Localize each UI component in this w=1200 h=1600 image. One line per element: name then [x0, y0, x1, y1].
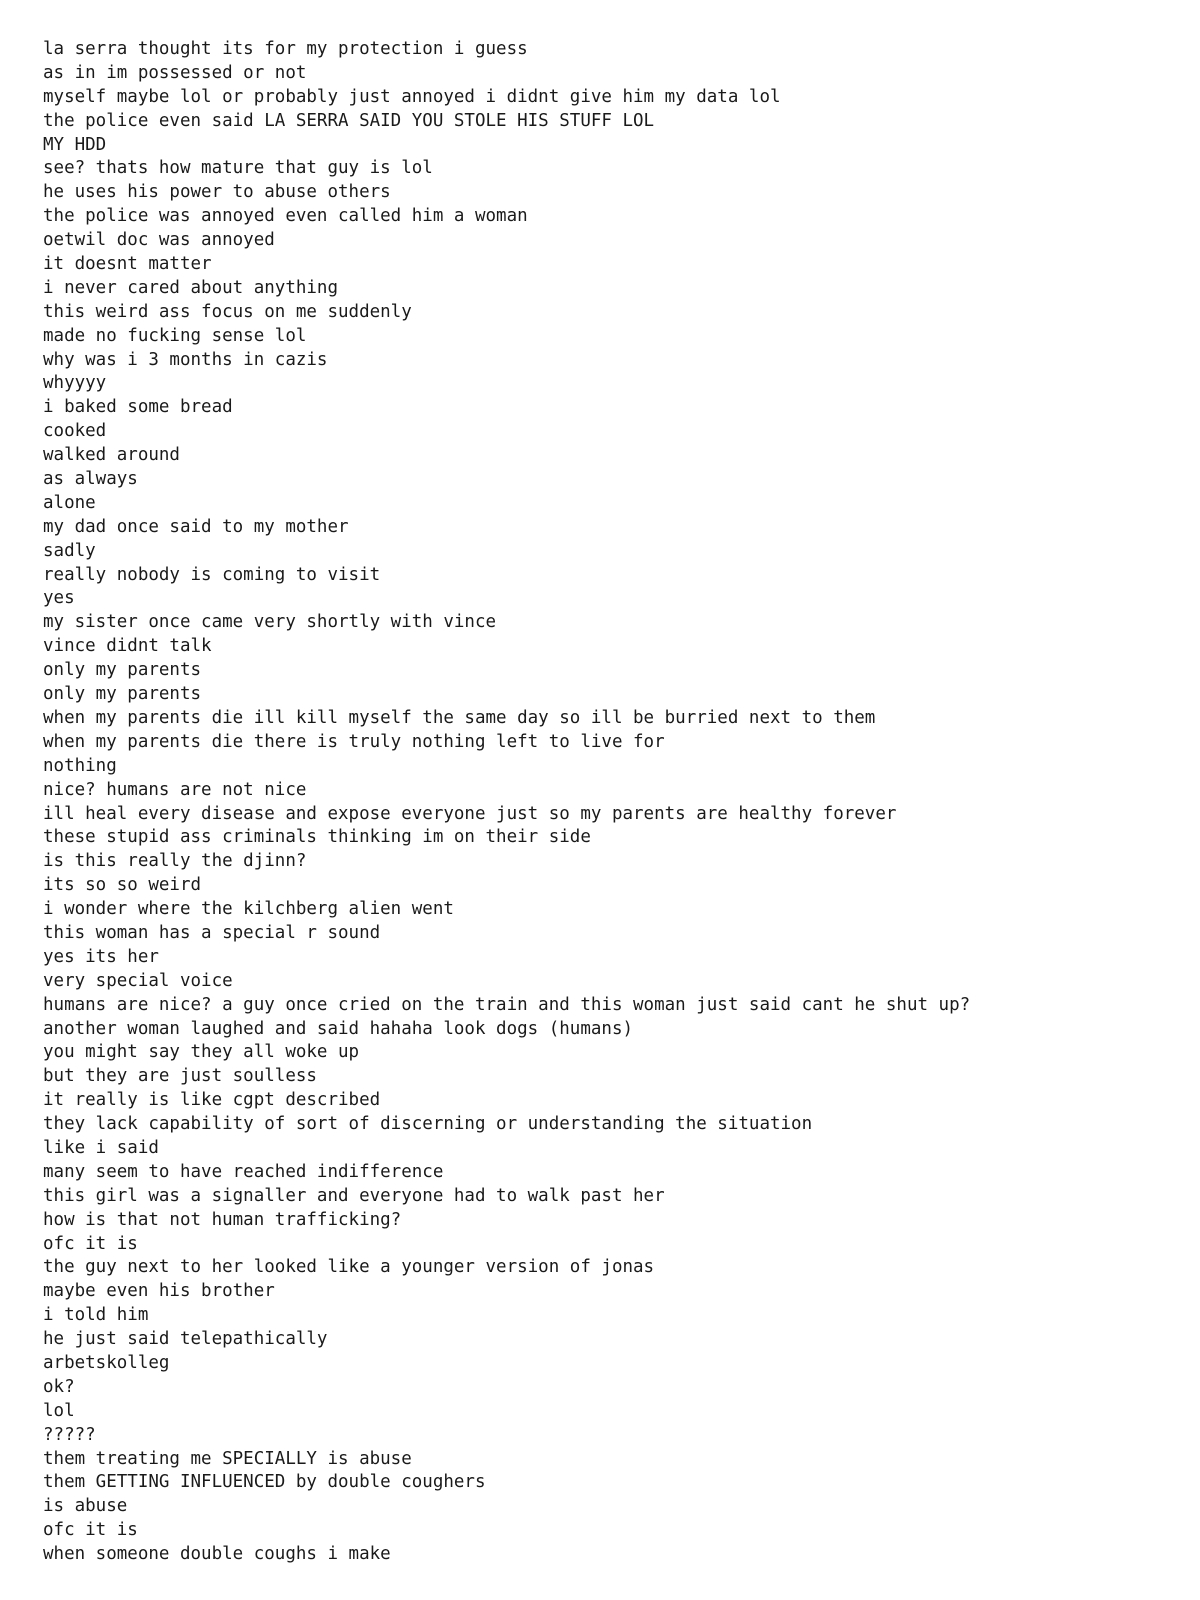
- text-line: the guy next to her looked like a younger version of jonas: [43, 1257, 655, 1278]
- text-line: only my parents: [43, 660, 202, 681]
- document-text: [43, 38, 970, 1567]
- text-line: is this really the djinn?: [43, 851, 307, 872]
- text-line: these stupid ass criminals thinking im on their side: [43, 827, 591, 848]
- text-line: ofc it is: [43, 1233, 138, 1254]
- text-line: la serra thought its for my protection i guess: [43, 39, 528, 59]
- text-line: it doesnt matter: [43, 254, 212, 275]
- text-line: my dad once said to my mother: [43, 516, 349, 537]
- text-line: vince didnt talk: [43, 636, 212, 657]
- text-line: when my parents die there is truly nothing left to live for: [43, 731, 665, 752]
- text-line: the police was annoyed even called him a woman: [43, 206, 528, 227]
- text-line: when someone double coughs i make: [43, 1544, 391, 1565]
- text-line: my sister once came very shortly with vince: [43, 612, 497, 633]
- text-line: you might say they all woke up: [43, 1042, 360, 1063]
- text-line: lol: [43, 1400, 75, 1421]
- text-line: them treating me SPECIALLY is abuse: [43, 1448, 412, 1469]
- text-line: yes its her: [43, 946, 159, 967]
- text-line: sadly: [43, 540, 96, 561]
- text-line: made no fucking sense lol: [43, 325, 307, 346]
- text-line: as always: [43, 469, 138, 490]
- text-line: really nobody is coming to visit: [43, 564, 381, 585]
- text-line: this girl was a signaller and everyone had to walk past her: [43, 1185, 665, 1206]
- text-line: nothing: [43, 755, 117, 776]
- text-line: MY HDD: [43, 134, 107, 155]
- text-line: i told him: [43, 1305, 149, 1326]
- text-line: see? thats how mature that guy is lol: [43, 158, 433, 179]
- text-line: maybe even his brother: [43, 1281, 275, 1302]
- text-line: when my parents die ill kill myself the same day so ill be burried next to them: [43, 707, 876, 728]
- text-line: only my parents: [43, 684, 202, 705]
- text-line: like i said: [43, 1137, 159, 1158]
- text-line: ofc it is: [43, 1520, 138, 1541]
- text-line: them GETTING INFLUENCED by double coughers: [43, 1472, 486, 1493]
- text-line: as in im possessed or not: [43, 62, 307, 83]
- text-line: oetwil doc was annoyed: [43, 230, 275, 251]
- text-line: i wonder where the kilchberg alien went: [43, 899, 454, 920]
- text-line: yes: [43, 588, 75, 609]
- text-line: another woman laughed and said hahaha look dogs (humans): [43, 1018, 634, 1039]
- text-line: they lack capability of sort of discerning or understanding the situation: [43, 1114, 813, 1135]
- text-line: walked around: [43, 445, 180, 466]
- text-line: he uses his power to abuse others: [43, 182, 391, 203]
- text-line: alone: [43, 492, 96, 513]
- text-line: ill heal every disease and expose everyone just so my parents are healthy forever: [43, 803, 897, 824]
- text-line: whyyyy: [43, 373, 107, 394]
- text-line: i never cared about anything: [43, 277, 339, 298]
- text-line: ok?: [43, 1376, 75, 1397]
- text-line: very special voice: [43, 970, 233, 991]
- text-line: this woman has a special r sound: [43, 922, 381, 943]
- text-line: ?????: [43, 1424, 96, 1445]
- text-line: humans are nice? a guy once cried on the train and this woman just said cant he shut up?: [43, 994, 971, 1015]
- text-line: the police even said LA SERRA SAID YOU STOLE HIS STUFF LOL: [43, 110, 655, 131]
- text-line: cooked: [43, 421, 107, 442]
- text-line: i baked some bread: [43, 397, 233, 418]
- text-line: its so so weird: [43, 875, 202, 896]
- text-line: how is that not human trafficking?: [43, 1209, 402, 1230]
- text-line: he just said telepathically: [43, 1329, 328, 1350]
- text-line: many seem to have reached indifference: [43, 1161, 444, 1182]
- text-line: but they are just soulless: [43, 1066, 317, 1087]
- text-line: myself maybe lol or probably just annoyed i didnt give him my data lol: [43, 86, 781, 107]
- text-line: this weird ass focus on me suddenly: [43, 301, 412, 322]
- text-line: is abuse: [43, 1496, 128, 1517]
- text-line: it really is like cgpt described: [43, 1090, 381, 1111]
- text-line: nice? humans are not nice: [43, 779, 307, 800]
- text-line: arbetskolleg: [43, 1352, 170, 1373]
- text-line: why was i 3 months in cazis: [43, 349, 328, 370]
